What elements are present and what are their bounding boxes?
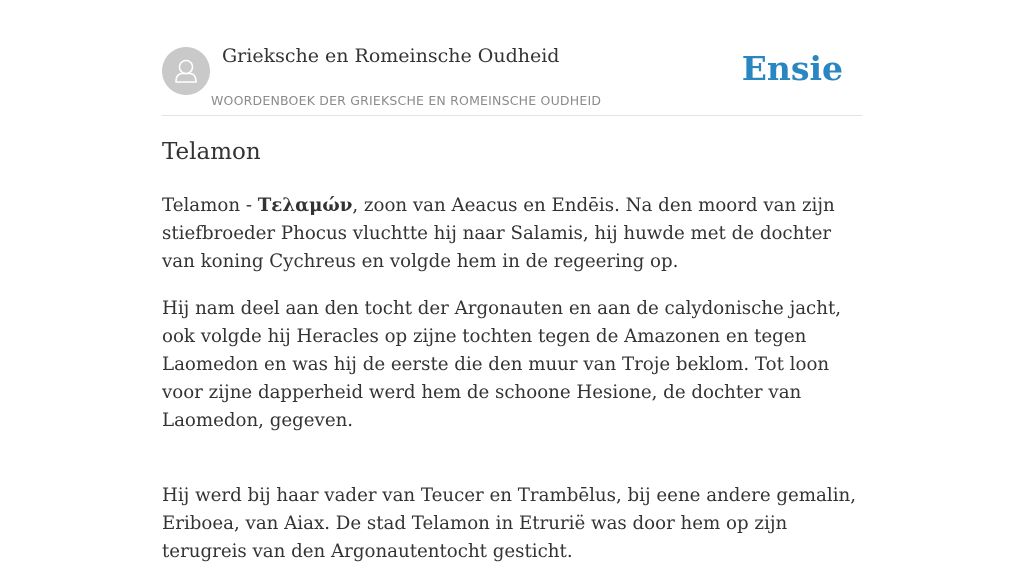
- entry-paragraph-2: Hij nam deel aan den tocht der Argonauten en aan de calydonische jacht, ook volgde hij Heracles op zijne tochten tegen de Amazonen en tegen Laomedon en was hij de eerste die den muur van Troje beklom. Tot loon voor zijne dapperheid werd hem de schoone Hesione, de dochter van Laomedon, gegeven.: [162, 298, 842, 431]
- entry-lead: Telamon -: [162, 195, 258, 216]
- site-title[interactable]: Grieksche en Romeinsche Oudheid: [222, 45, 560, 67]
- header-divider: [162, 115, 862, 116]
- greek-term: Τελαμών: [257, 195, 353, 216]
- brand-logo[interactable]: Ensie: [741, 49, 843, 88]
- entry-title: Telamon: [162, 139, 261, 165]
- entry-body: [162, 192, 862, 585]
- entry-paragraph-3: Hij werd bij haar vader van Teucer en Trambēlus, bij eene andere gemalin, Eriboea, van Aiax. De stad Telamon in Etrurië was door hem op zijn terugreis van den Argonautentocht gesticht.: [162, 485, 857, 562]
- entry-paragraph-1: [162, 192, 862, 276]
- entry-paragraph-1-text: , zoon van Aeacus en Endēis. Na den moord van zijn stiefbroeder Phocus vluchtte hij naar Salamis, hij huwde met de dochter van koning Cychreus en volgde hem in de regeering op.: [162, 195, 835, 272]
- user-icon: [162, 47, 210, 95]
- site-subtitle: WOORDENBOEK DER GRIEKSCHE EN ROMEINSCHE OUDHEID: [211, 93, 602, 108]
- avatar[interactable]: [162, 47, 210, 95]
